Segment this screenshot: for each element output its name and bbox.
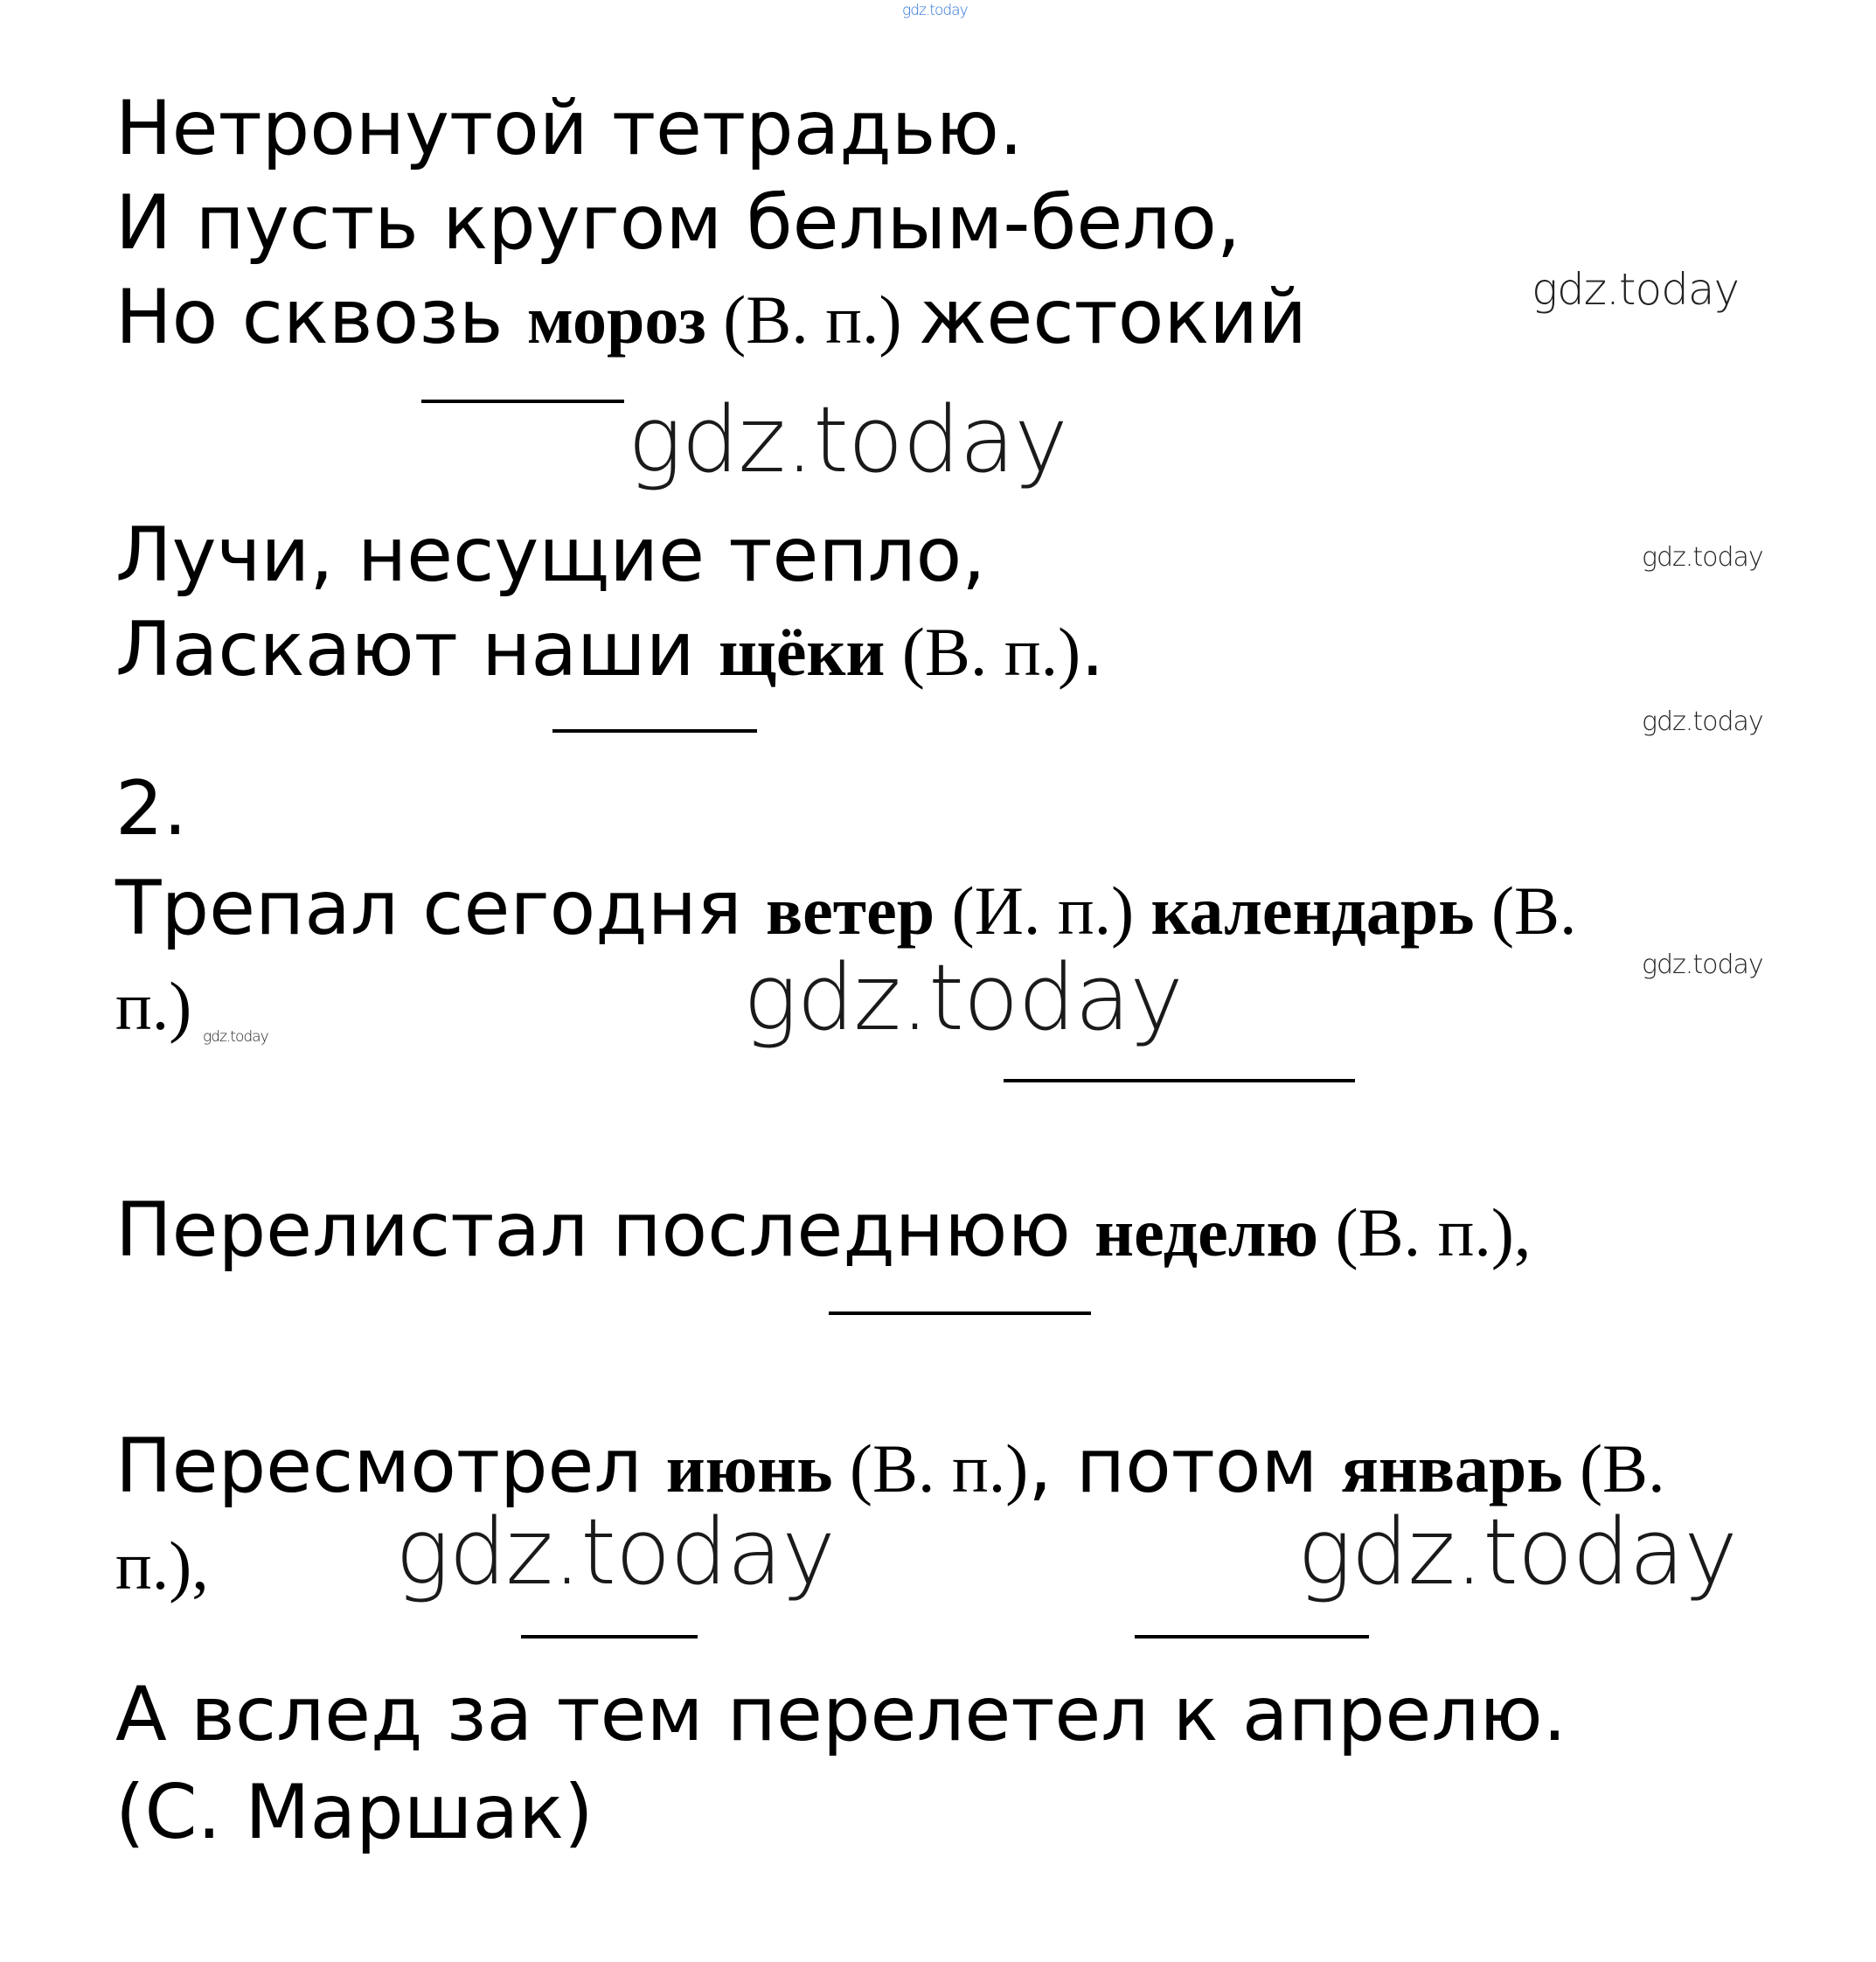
highlighted-word: мороз (526, 282, 706, 358)
watermark: gdz.today (395, 1499, 835, 1605)
watermark: gdz.today (1642, 542, 1763, 573)
poem-line (115, 274, 1308, 361)
text: Трепал сегодня (115, 865, 767, 952)
text: жестокий (918, 274, 1308, 361)
watermark: gdz.today (1642, 706, 1763, 737)
answer-underline (1004, 1079, 1355, 1082)
text: Перелистал последнюю (115, 1186, 1095, 1274)
poem-line (115, 606, 1105, 693)
highlighted-word: июнь (665, 1430, 833, 1506)
poem-line (115, 1186, 1532, 1274)
case-note: (В. п.) (832, 1430, 1029, 1506)
poem-line-wrap: п.), (115, 1527, 209, 1604)
task-number: 2. (115, 765, 188, 852)
watermark: gdz.today (1532, 264, 1740, 315)
watermark: gdz.today (1297, 1499, 1737, 1605)
watermark: gdz.today (203, 1028, 268, 1046)
answer-underline (829, 1311, 1091, 1315)
highlighted-word: неделю (1094, 1194, 1319, 1270)
watermark: gdz.today (743, 944, 1183, 1051)
case-note: (В. п.), (1318, 1194, 1532, 1270)
poem-line: И пусть кругом белым-бело, (115, 179, 1241, 267)
poem-line (115, 1423, 1665, 1510)
text: . (1080, 606, 1105, 693)
poem-line: А вслед за тем перелетел к апрелю. (115, 1671, 1567, 1758)
highlighted-word: календарь (1150, 873, 1475, 949)
watermark-top: gdz.today (902, 2, 968, 19)
poem-line-wrap: п.) (115, 968, 192, 1044)
text: , потом (1028, 1423, 1342, 1510)
answer-underline (552, 729, 757, 733)
watermark: gdz.today (628, 386, 1067, 493)
poem-line: Лучи, несущие тепло, (115, 511, 986, 599)
poem-author: (С. Маршак) (115, 1769, 594, 1856)
poem-line: Нетронутой тетрадью. (115, 85, 1024, 172)
poem-line (115, 865, 1577, 952)
answer-underline (1135, 1635, 1369, 1638)
case-note: (В. (1562, 1430, 1665, 1506)
answer-underline (421, 400, 624, 403)
case-note: (В. п.) (885, 614, 1081, 690)
highlighted-word: ветер (766, 873, 935, 949)
highlighted-word: январь (1341, 1430, 1563, 1506)
case-note: (В. (1474, 873, 1577, 949)
highlighted-word: щёки (718, 614, 886, 690)
text: Но сквозь (115, 274, 527, 361)
text: Ласкают наши (115, 606, 719, 693)
text: Пересмотрел (115, 1423, 666, 1510)
watermark: gdz.today (1642, 950, 1763, 980)
case-note: (И. п.) (935, 873, 1151, 949)
answer-underline (521, 1635, 698, 1638)
case-note: (В. п.) (705, 282, 919, 358)
